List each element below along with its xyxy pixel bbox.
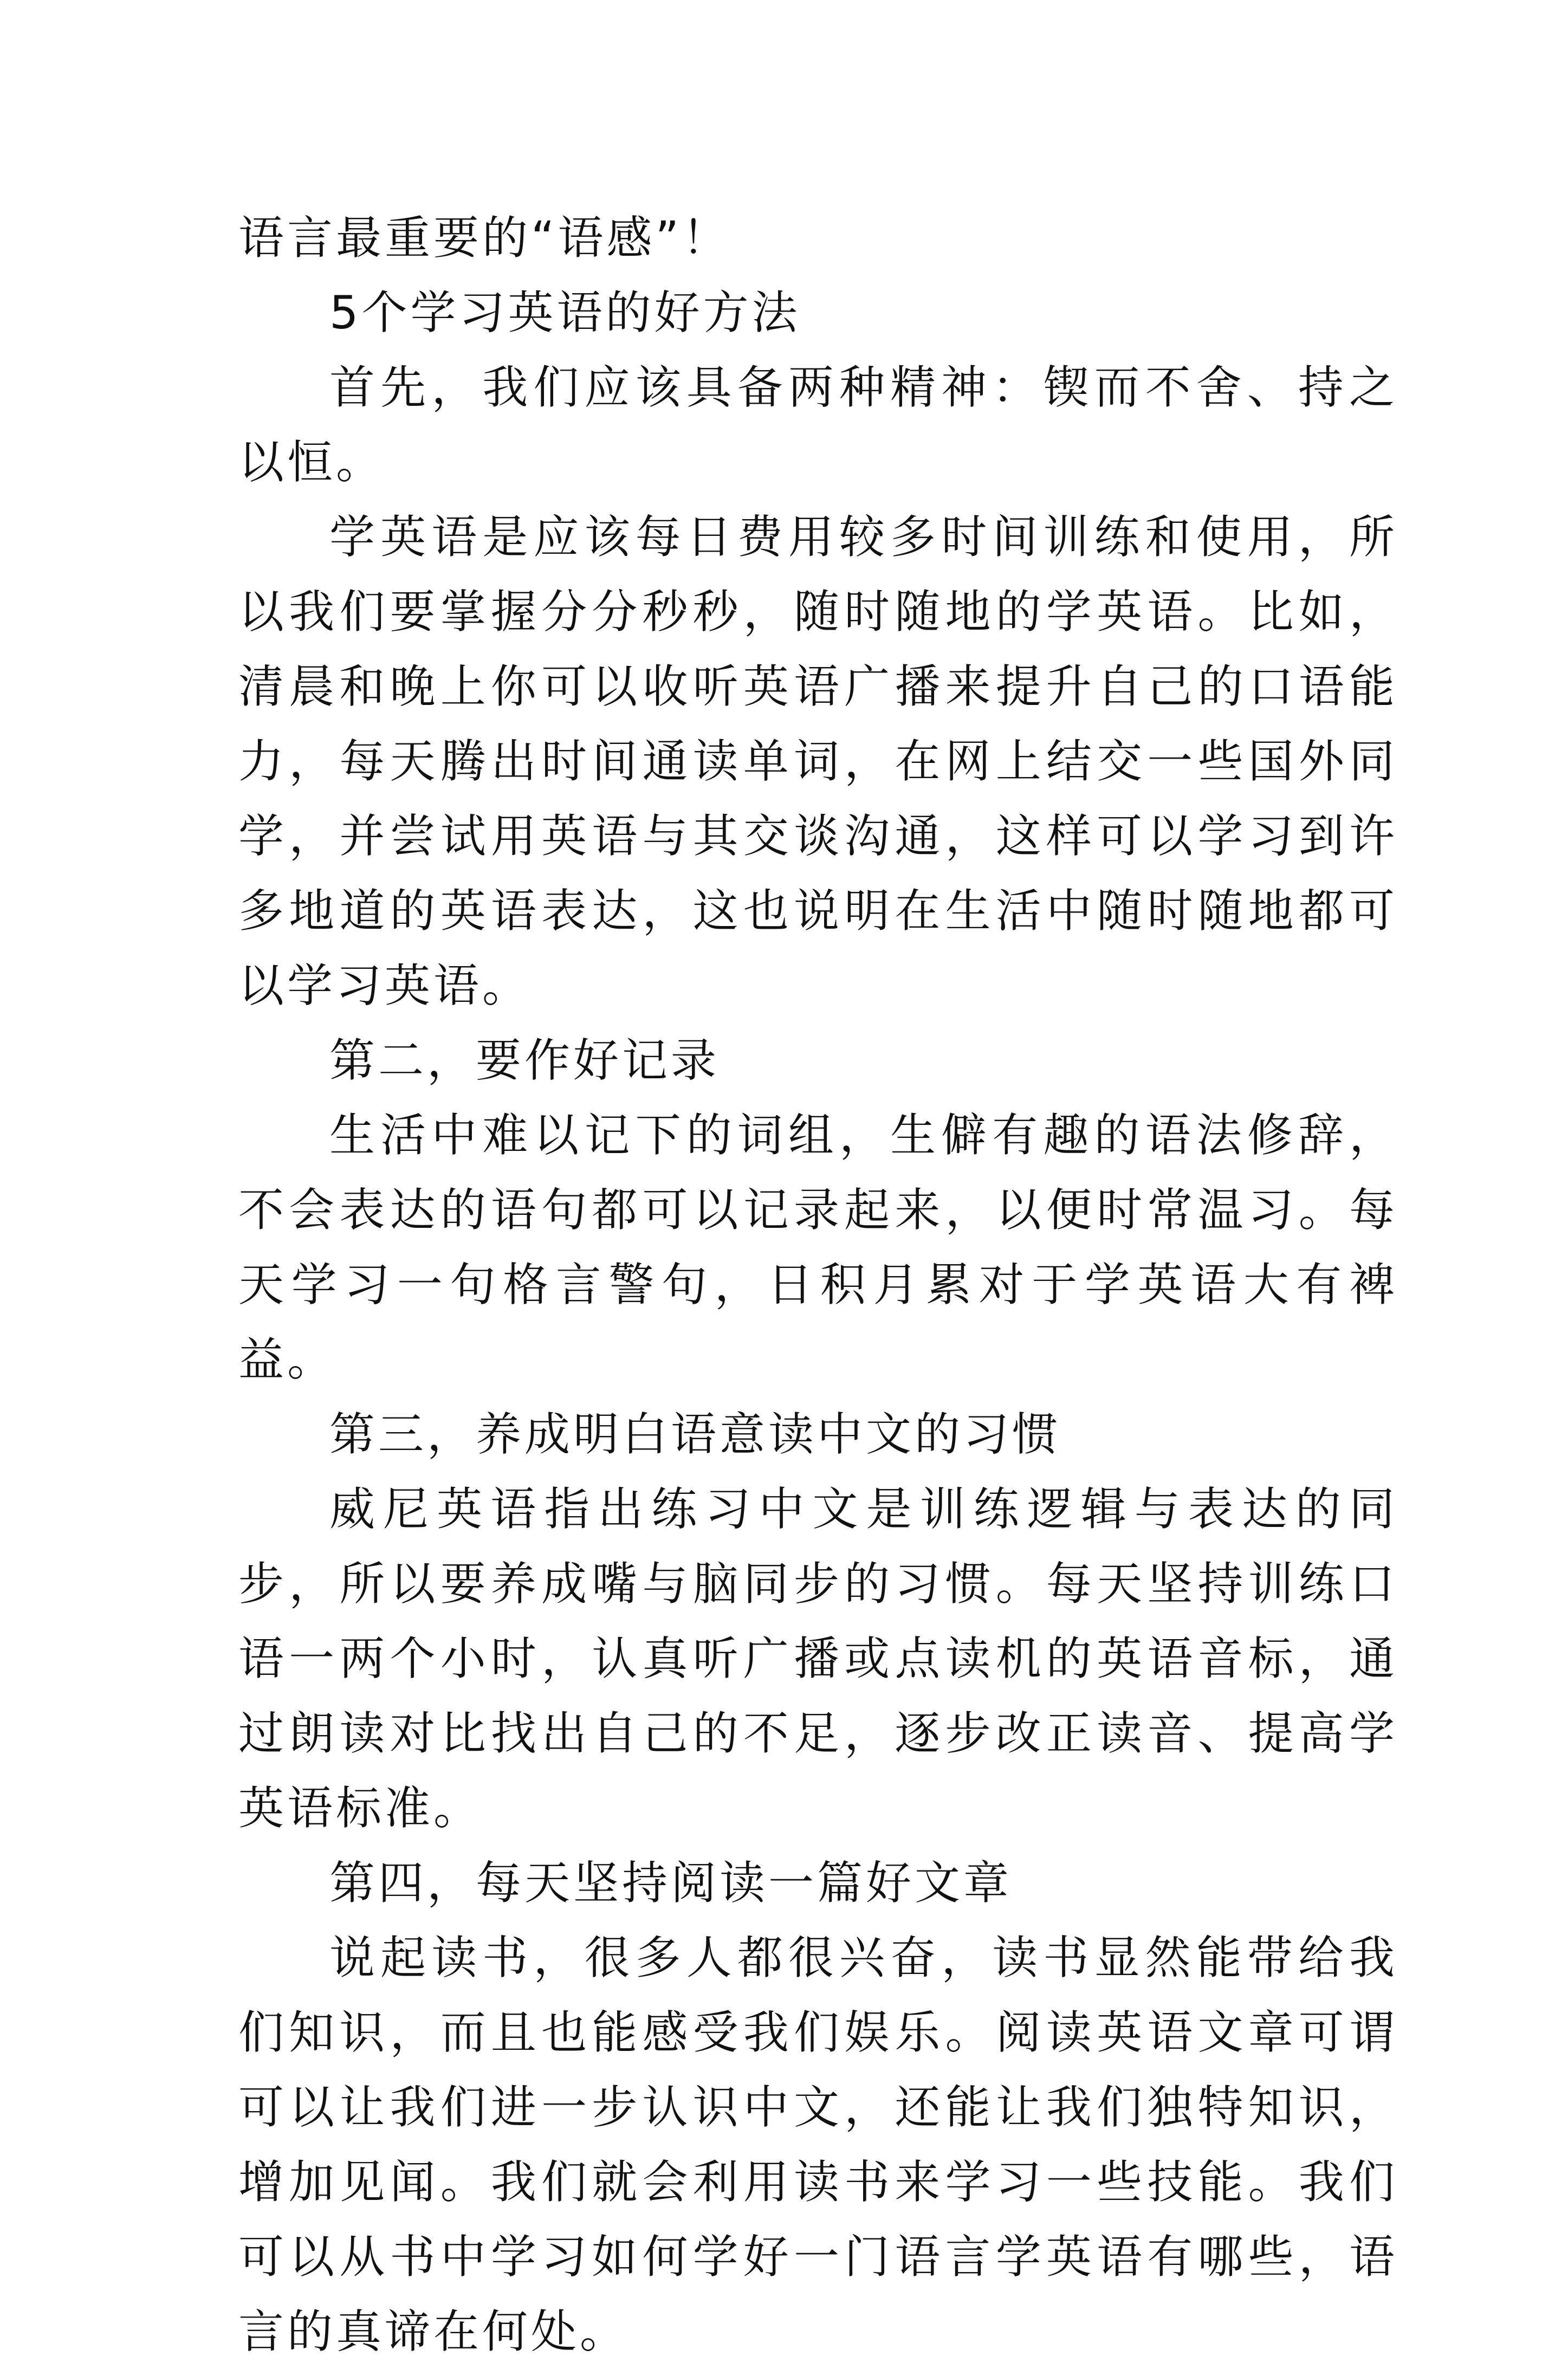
paragraph-take-notes: 生活中难以记下的词组，生僻有趣的语法修辞，不会表达的语句都可以记录起来，以便时常温习。每天学习一句格言警句，日积月累对于学英语大有裨益。	[238, 1109, 1398, 1386]
section-title: 5个学习英语的好方法	[329, 286, 801, 339]
paragraph-continuation: 语言最重要的“语感”！	[238, 211, 731, 264]
paragraph-daily-reading: 说起读书，很多人都很兴奋，读书显然能带给我们知识，而且也能感受我们娱乐。阅读英语文章可谓可以让我们进一步认识中文，还能让我们独特知识，增加见闻。我们就会利用读书来学习一些技能。我们可以从书中学习如何学好一门语言学英语有哪些，语言的真谛在何处。	[238, 1931, 1398, 2358]
point-three-heading: 第三，养成明白语意读中文的习惯	[329, 1408, 1061, 1461]
paragraph-reading-habit: 威尼英语指出练习中文是训练逻辑与表达的同步，所以要养成嘴与脑同步的习惯。每天坚持训练口语一两个小时，认真听广播或点读机的英语音标，通过朗读对比找出自己的不足，逐步改正读音、提高学英语标准。	[238, 1483, 1398, 1835]
paragraph-first-point: 首先，我们应该具备两种精神：锲而不舍、持之以恒。	[238, 361, 1398, 489]
paragraph-practice-daily: 学英语是应该每日费用较多时间训练和使用，所以我们要掌握分分秒秒，随时随地的学英语。比如，清晨和晚上你可以收听英语广播来提升自己的口语能力，每天腾出时间通读单词，在网上结交一些国外同学，并尝试用英语与其交谈沟通，这样可以学习到许多地道的英语表达，这也说明在生活中随时随地都可以学习英语。	[238, 510, 1398, 1012]
point-four-heading: 第四，每天坚持阅读一篇好文章	[329, 1856, 1013, 1910]
point-two-heading: 第二，要作好记录	[329, 1034, 720, 1087]
document-body	[238, 200, 1398, 2369]
